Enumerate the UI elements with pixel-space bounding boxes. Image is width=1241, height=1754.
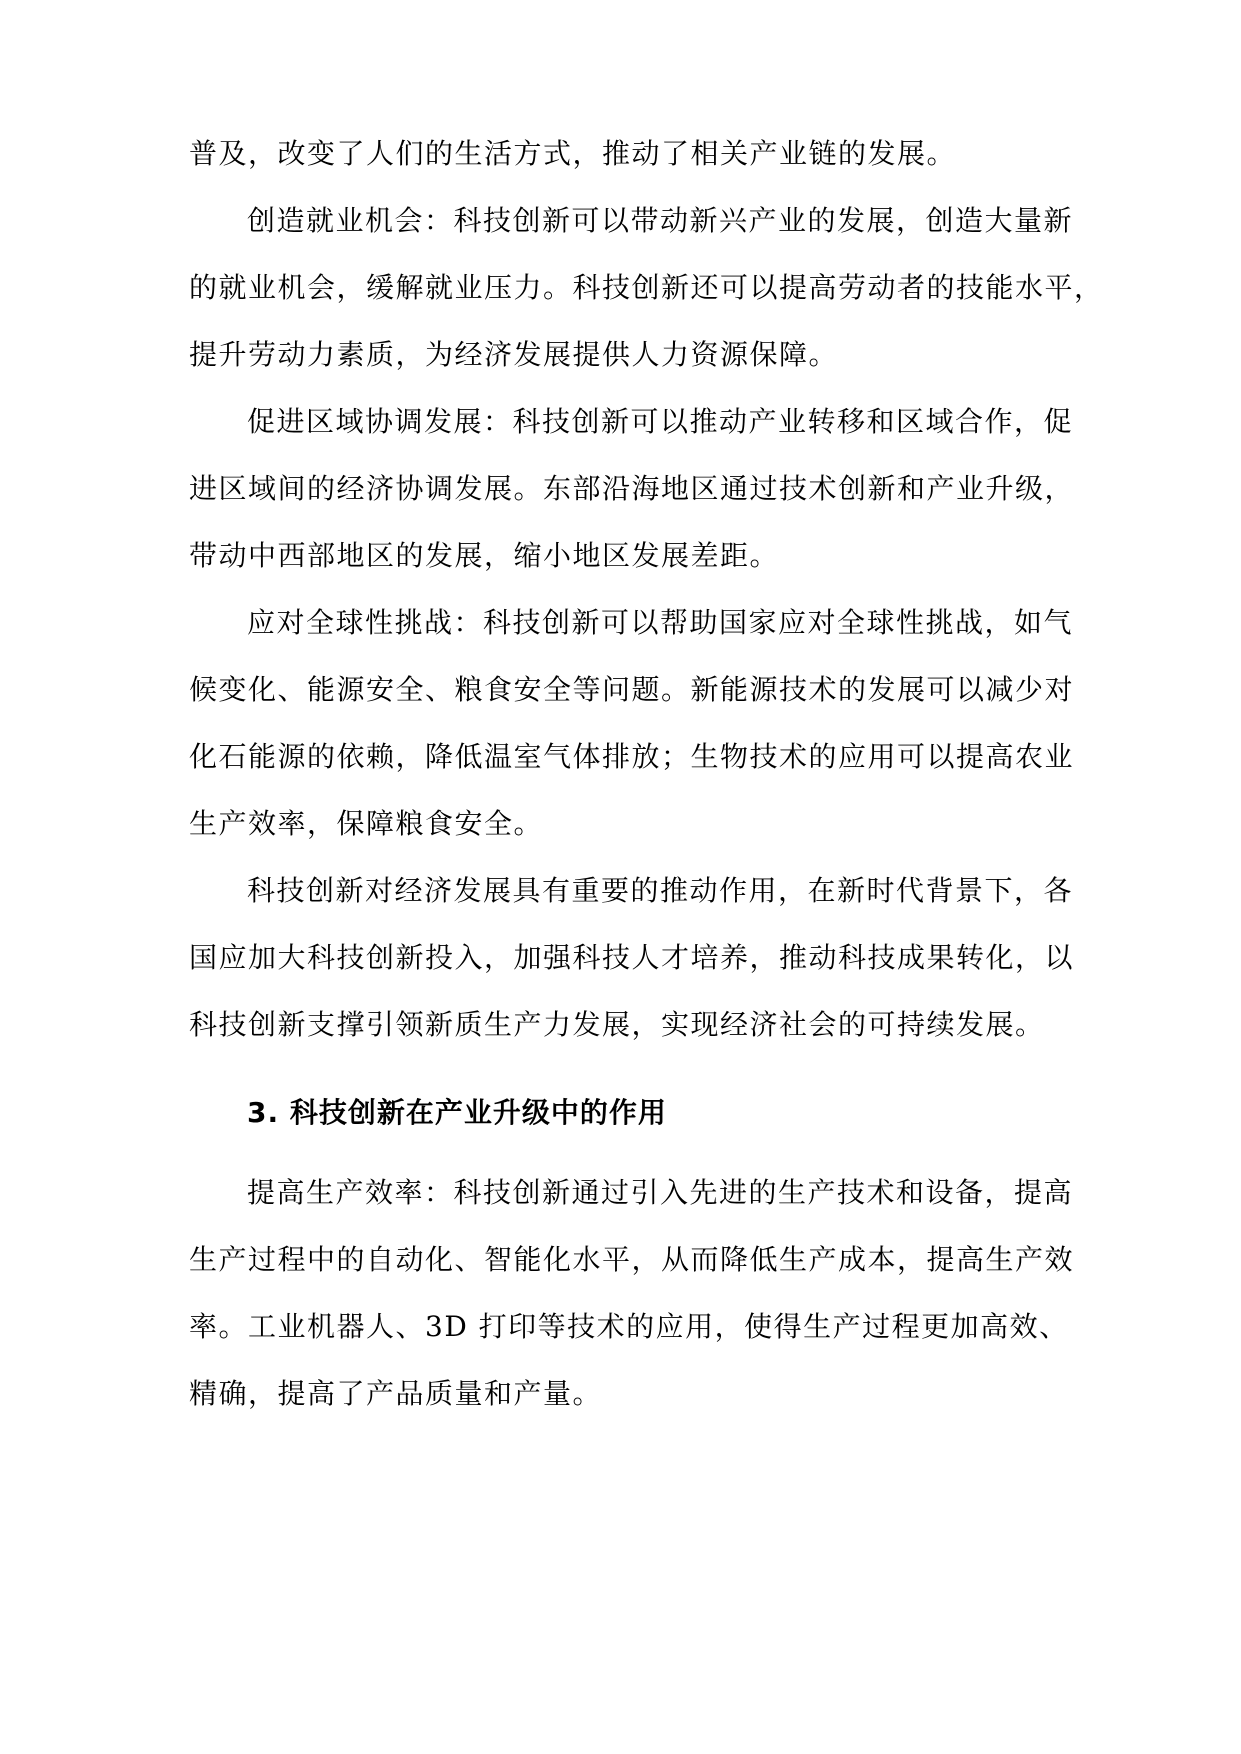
section-heading: 3. 科技创新在产业升级中的作用 xyxy=(247,1096,667,1129)
paragraph-line: 促进区域协调发展：科技创新可以推动产业转移和区域合作，促 xyxy=(247,405,1074,438)
paragraph-line: 进区域间的经济协调发展。东部沿海地区通过技术创新和产业升级， xyxy=(189,472,1075,505)
paragraph-line: 候变化、能源安全、粮食安全等问题。新能源技术的发展可以减少对 xyxy=(189,673,1075,706)
paragraph-line: 创造就业机会：科技创新可以带动新兴产业的发展，创造大量新 xyxy=(247,204,1074,237)
paragraph-line: 提升劳动力素质，为经济发展提供人力资源保障。 xyxy=(189,338,839,371)
paragraph-line: 应对全球性挑战：科技创新可以帮助国家应对全球性挑战，如气 xyxy=(247,606,1074,639)
paragraph-line: 提高生产效率：科技创新通过引入先进的生产技术和设备，提高 xyxy=(247,1176,1074,1209)
paragraph-line: 的就业机会，缓解就业压力。科技创新还可以提高劳动者的技能水平， xyxy=(189,271,1104,304)
paragraph-line: 生产过程中的自动化、智能化水平，从而降低生产成本，提高生产效 xyxy=(189,1243,1075,1276)
paragraph-line: 普及，改变了人们的生活方式，推动了相关产业链的发展。 xyxy=(189,137,957,170)
paragraph-line: 生产效率，保障粮食安全。 xyxy=(189,807,544,840)
paragraph-line: 率。工业机器人、3D 打印等技术的应用，使得生产过程更加高效、 xyxy=(189,1310,1069,1343)
paragraph-line: 科技创新对经济发展具有重要的推动作用，在新时代背景下，各 xyxy=(247,874,1074,907)
paragraph-line: 精确，提高了产品质量和产量。 xyxy=(189,1377,603,1410)
paragraph-line: 科技创新支撑引领新质生产力发展，实现经济社会的可持续发展。 xyxy=(189,1008,1045,1041)
paragraph-line: 化石能源的依赖，降低温室气体排放；生物技术的应用可以提高农业 xyxy=(189,740,1075,773)
paragraph-line: 带动中西部地区的发展，缩小地区发展差距。 xyxy=(189,539,780,572)
paragraph-line: 国应加大科技创新投入，加强科技人才培养，推动科技成果转化，以 xyxy=(189,941,1075,974)
